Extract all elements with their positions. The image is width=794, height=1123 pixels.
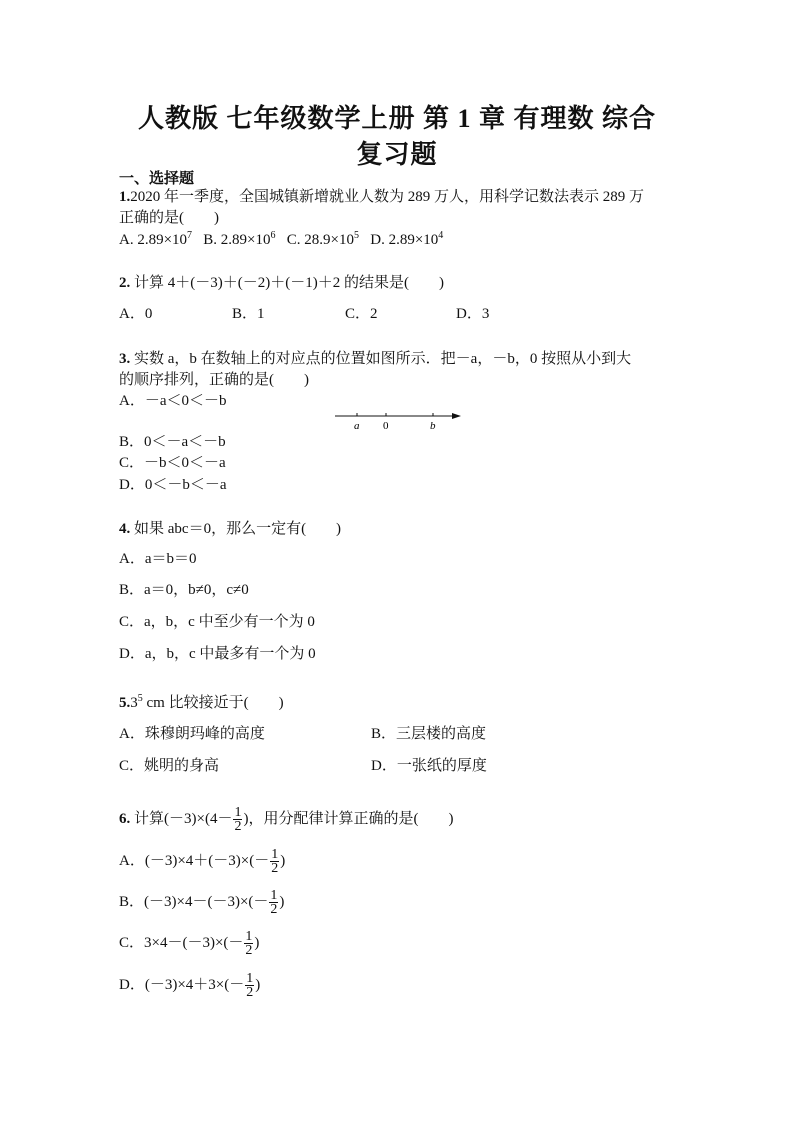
question-2-option-a: A．0 bbox=[119, 306, 153, 322]
question-1-options bbox=[119, 231, 443, 249]
question-2-stem: 2. 计算 4＋(－3)＋(－2)＋(－1)＋2 的结果是( ) bbox=[119, 275, 444, 291]
question-4-stem: 4. 如果 abc＝0，那么一定有( ) bbox=[119, 521, 342, 537]
question-1-stem-line1: 1.2020 年一季度，全国城镇新增就业人数为 289 万人，用科学记数法表示 289 万 bbox=[119, 189, 645, 205]
number-line-figure bbox=[330, 405, 465, 435]
question-6-option-c: C．3×4－(－3)×(－ $\frac{1}{2}$ ) bbox=[119, 929, 260, 959]
question-5-stem: $5.3^5$ cm 比较接近于( ) bbox=[119, 693, 284, 711]
question-3-option-a: A．－a＜0＜－b bbox=[119, 393, 227, 409]
question-2-option-b: B．1 bbox=[232, 306, 265, 322]
question-1-stem-line2: 正确的是( ) bbox=[119, 210, 219, 226]
option-d: D. $2.89\times 10^4$ bbox=[370, 230, 444, 248]
question-3-stem-line2: 的顺序排列，正确的是( ) bbox=[119, 372, 309, 388]
question-2-option-c: C．2 bbox=[345, 306, 378, 322]
question-6-stem: 6. 计算(－3)×(4－ $\frac{1}{2}$ )，用分配律计算正确的是( ) bbox=[119, 805, 454, 835]
question-5-option-c: C．姚明的身高 bbox=[119, 758, 220, 774]
option-b: B. $2.89\times 10^6$ bbox=[203, 230, 276, 248]
axis-label-a: a bbox=[354, 420, 360, 432]
fraction-half: $\frac{1}{2}$ bbox=[234, 805, 242, 835]
section-heading: 一、选择题 bbox=[119, 171, 195, 187]
question-4-option-c: C．a，b，c 中至少有一个为 0 bbox=[119, 614, 315, 630]
question-6-option-a: A．(－3)×4＋(－3)×(－ $\frac{1}{2}$ ) bbox=[119, 847, 286, 877]
question-5-option-d: D．一张纸的厚度 bbox=[371, 758, 487, 774]
question-3-option-d: D．0＜－b＜－a bbox=[119, 477, 227, 493]
option-a: A. $2.89\times 10^7$ bbox=[119, 230, 193, 248]
question-5-option-a: A．珠穆朗玛峰的高度 bbox=[119, 726, 265, 742]
page-title-line1: 人教版 七年级数学上册 第 1 章 有理数 综合 bbox=[137, 104, 656, 133]
question-2-option-d: D．3 bbox=[456, 306, 490, 322]
question-6-option-d: D．(－3)×4＋3×(－ $\frac{1}{2}$ ) bbox=[119, 971, 261, 1001]
axis-label-b: b bbox=[430, 420, 436, 432]
question-3-stem-line1: 3. 实数 a，b 在数轴上的对应点的位置如图所示．把－a，－b，0 按照从小到大 bbox=[119, 351, 632, 367]
question-4-option-b: B．a＝0，b≠0，c≠0 bbox=[119, 582, 249, 598]
question-5-option-b: B．三层楼的高度 bbox=[371, 726, 487, 742]
option-c: C. $28.9\times 10^5$ bbox=[286, 230, 359, 248]
question-3-option-b: B．0＜－a＜－b bbox=[119, 434, 226, 450]
question-6-option-b: B．(－3)×4－(－3)×(－ $\frac{1}{2}$ ) bbox=[119, 888, 285, 918]
question-4-option-a: A．a＝b＝0 bbox=[119, 551, 197, 567]
arrow-icon bbox=[452, 413, 461, 419]
question-3-option-c: C．－b＜0＜－a bbox=[119, 455, 226, 471]
axis-label-0: 0 bbox=[383, 420, 389, 432]
page-title-line2: 复习题 bbox=[356, 140, 438, 169]
question-4-option-d: D．a，b，c 中最多有一个为 0 bbox=[119, 646, 316, 662]
